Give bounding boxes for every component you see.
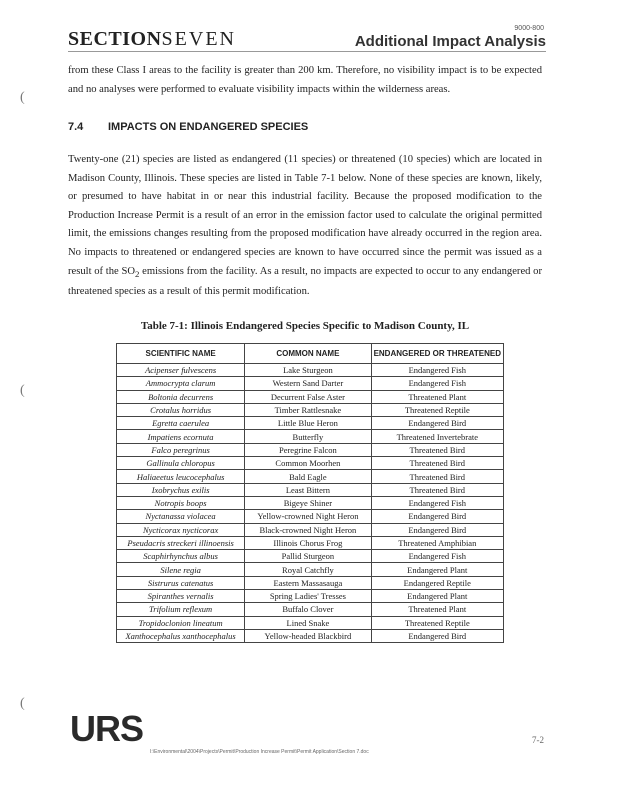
cell-scientific-name: Sistrurus catenatus [117,576,245,589]
cell-common-name: Least Bittern [245,483,371,496]
section-header [68,28,236,51]
cell-scientific-name: Tropidoclonion lineatum [117,616,245,629]
cell-common-name: Illinois Chorus Frog [245,536,371,549]
cell-scientific-name: Boltonia decurrens [117,390,245,403]
cell-scientific-name: Nyctanassa violacea [117,510,245,523]
section-heading [68,121,308,133]
species-table [116,343,504,643]
section-title: IMPACTS ON ENDANGERED SPECIES [108,121,309,133]
cell-common-name: Peregrine Falcon [245,443,371,456]
table-row [117,364,504,377]
cell-common-name: Bigeye Shiner [245,496,371,509]
paragraph-visibility: from these Class I areas to the facility is greater than 200 km. Therefore, no visibility impact is to be expected and no analyses were performed to evaluate visibility impacts within the wilderness areas. [68,65,542,95]
cell-common-name: Butterfly [245,430,371,443]
table-row [117,590,504,603]
cell-scientific-name: Nycticorax nycticorax [117,523,245,536]
cell-scientific-name: Silene regia [117,563,245,576]
cell-scientific-name: Haliaeetus leucocephalus [117,470,245,483]
cell-common-name: Spring Ladies' Tresses [245,590,371,603]
urs-logo: URS [70,708,144,749]
cell-common-name: Common Moorhen [245,457,371,470]
table-row [117,483,504,496]
cell-scientific-name: Ixobrychus exilis [117,483,245,496]
table-row [117,510,504,523]
cell-status: Endangered Reptile [371,576,503,589]
cell-scientific-name: Pseudacris streckeri illinoensis [117,536,245,549]
cell-common-name: Decurrent False Aster [245,390,371,403]
cell-common-name: Black-crowned Night Heron [245,523,371,536]
cell-common-name: Bald Eagle [245,470,371,483]
cell-status: Endangered Bird [371,629,503,642]
cell-common-name: Little Blue Heron [245,417,371,430]
cell-scientific-name: Falco peregrinus [117,443,245,456]
document-code: 9000-800 [514,25,544,32]
cell-scientific-name: Egretta caerulea [117,417,245,430]
subscript-2: 2 [135,268,140,279]
margin-bracket-mark: ( [20,383,25,398]
section-number: 7.4 [68,121,84,133]
cell-status: Endangered Bird [371,523,503,536]
cell-common-name: Eastern Massasauga [245,576,371,589]
cell-status: Threatened Bird [371,443,503,456]
header-title: Additional Impact Analysis [354,33,546,50]
cell-scientific-name: Xanthocephalus xanthocephalus [117,629,245,642]
table-row [117,550,504,563]
cell-status: Threatened Bird [371,457,503,470]
cell-status: Endangered Fish [371,364,503,377]
cell-scientific-name: Impatiens ecornuta [117,430,245,443]
cell-common-name: Lake Sturgeon [245,364,371,377]
cell-status: Threatened Plant [371,390,503,403]
cell-common-name: Pallid Sturgeon [245,550,371,563]
margin-bracket-mark: ( [20,90,25,105]
cell-status: Threatened Reptile [371,616,503,629]
cell-scientific-name: Notropis boops [117,496,245,509]
cell-common-name: Yellow-headed Blackbird [245,629,371,642]
cell-status: Threatened Bird [371,470,503,483]
table-row [117,523,504,536]
cell-scientific-name: Trifolium reflexum [117,603,245,616]
header-status: ENDANGERED OR THREATENED [371,344,503,364]
table-row [117,377,504,390]
table-row [117,536,504,549]
table-header-row [117,344,504,364]
cell-status: Endangered Fish [371,377,503,390]
table-row [117,443,504,456]
cell-scientific-name: Ammocrypta clarum [117,377,245,390]
cell-status: Threatened Invertebrate [371,430,503,443]
cell-status: Threatened Plant [371,603,503,616]
table-row [117,430,504,443]
table-row [117,576,504,589]
table-row [117,563,504,576]
cell-common-name: Timber Rattlesnake [245,403,371,416]
cell-status: Endangered Plant [371,563,503,576]
header-common-name: COMMON NAME [245,344,371,364]
cell-status: Threatened Amphibian [371,536,503,549]
cell-scientific-name: Gallinula chloropus [117,457,245,470]
cell-status: Threatened Bird [371,483,503,496]
table-row [117,457,504,470]
table-row [117,470,504,483]
table-caption: Table 7-1: Illinois Endangered Species Specific to Madison County, IL [140,320,470,332]
table-row [117,629,504,642]
cell-status: Endangered Bird [371,510,503,523]
cell-common-name: Royal Catchfly [245,563,371,576]
paragraph-text: Twenty-one (21) species are listed as endangered (11 species) or threatened (10 species) which are located in Madison County, Illinois. These species are listed in Table 7-1 below. None of these species are known, likely, or presumed to have habitat in or near this industrial facility. Because the proposed modification to the Production Increase Permit is a result of an error in the emission factor used to calculate the original permitted limit, the emissions changes resulting from the proposed modification have already occurred in the region area. No impacts to threatened or endangered species are known to have occurred since the permit was issued as a result of the SO [68,154,542,277]
cell-common-name: Buffalo Clover [245,603,371,616]
cell-status: Endangered Fish [371,550,503,563]
table-row [117,603,504,616]
cell-scientific-name: Acipenser fulvescens [117,364,245,377]
cell-status: Endangered Bird [371,417,503,430]
table-row [117,390,504,403]
table-row [117,403,504,416]
header-divider [68,51,546,52]
cell-common-name: Yellow-crowned Night Heron [245,510,371,523]
margin-bracket-mark: ( [20,696,25,711]
table-row [117,496,504,509]
cell-common-name: Lined Snake [245,616,371,629]
table-row [117,417,504,430]
cell-scientific-name: Crotalus horridus [117,403,245,416]
section-header-thin: SEVEN [161,28,236,50]
cell-common-name: Western Sand Darter [245,377,371,390]
page-number: 7-2 [532,735,544,745]
cell-status: Endangered Fish [371,496,503,509]
cell-scientific-name: Scaphirhynchus albus [117,550,245,563]
cell-status: Threatened Reptile [371,403,503,416]
cell-status: Endangered Plant [371,590,503,603]
paragraph-endangered-species [68,151,542,302]
header-scientific-name: SCIENTIFIC NAME [117,344,245,364]
section-header-bold: SECTION [68,28,162,50]
cell-scientific-name: Spiranthes vernalis [117,590,245,603]
footer-file-path: I:\Environmental\2004\Projects\Permit\Production Increase Permit\Permit Application\Section 7.doc [150,749,369,755]
paragraph-text: emissions from the facility. As a result, no impacts are expected to occur to any endangered or threatened species as a result of this permit modification. [68,265,543,298]
table-row [117,616,504,629]
